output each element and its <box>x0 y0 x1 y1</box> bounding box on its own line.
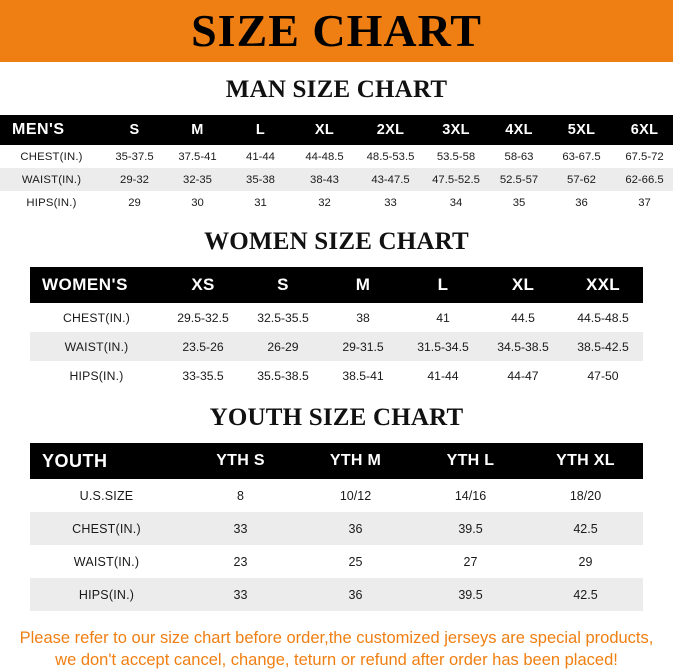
youth-header-cell: YTH XL <box>556 452 615 469</box>
women-cell: 31.5-34.5 <box>417 339 469 354</box>
men-cell: 63-67.5 <box>562 150 601 163</box>
table-row <box>30 545 643 578</box>
youth-cell: 10/12 <box>339 488 372 503</box>
men-header-cell: 4XL <box>505 122 533 138</box>
men-cell: 67.5-72 <box>625 150 664 163</box>
women-header-cell: XL <box>511 275 535 294</box>
men-cell: 32 <box>318 196 331 209</box>
youth-cell: 29 <box>578 554 593 569</box>
youth-cell: 39.5 <box>458 587 483 602</box>
section-women <box>0 214 673 390</box>
youth-size-table <box>30 443 643 611</box>
men-cell: 48.5-53.5 <box>366 150 415 163</box>
men-header-cell: 3XL <box>442 122 470 138</box>
men-cell: 57-62 <box>567 173 596 186</box>
youth-cell: 36 <box>348 521 363 536</box>
table-row <box>0 191 673 214</box>
men-row-label: CHEST(IN.) <box>20 150 83 163</box>
men-header-cell: 6XL <box>630 122 659 138</box>
men-cell: 44-48.5 <box>305 150 344 163</box>
table-row <box>30 479 643 512</box>
page-title: SIZE CHART <box>191 5 482 56</box>
men-header-cell: XL <box>314 122 335 138</box>
women-cell: 38.5-42.5 <box>577 339 629 354</box>
table-row <box>30 303 643 332</box>
men-cell: 58-63 <box>504 150 534 163</box>
women-row-label: HIPS(IN.) <box>69 368 124 383</box>
section-title-women: WOMEN SIZE CHART <box>204 228 469 255</box>
women-cell: 38 <box>356 310 370 325</box>
women-cell: 38.5-41 <box>342 368 384 383</box>
men-header-cell: M <box>191 122 204 138</box>
men-cell: 41-44 <box>246 150 275 163</box>
men-cell: 37.5-41 <box>178 150 217 163</box>
men-header-cell: 2XL <box>376 122 405 138</box>
men-header-cell: MEN'S <box>12 121 65 138</box>
footer-note-line-1: Please refer to our size chart before order,the customized jerseys are special products, <box>19 629 654 647</box>
section-youth <box>0 390 673 611</box>
men-cell: 34 <box>449 196 463 209</box>
men-row-label: WAIST(IN.) <box>21 173 82 186</box>
table-row <box>30 361 643 390</box>
footer-note-line-2: we don't accept cancel, change, teturn or refund after order has been placed! <box>55 651 618 670</box>
footer-note <box>0 621 673 672</box>
men-table-header-row <box>0 115 673 145</box>
youth-cell: 36 <box>348 587 363 602</box>
youth-header-cell: YTH S <box>216 452 265 469</box>
men-header-cell: 5XL <box>567 122 596 138</box>
table-row <box>0 145 673 168</box>
youth-cell: 18/20 <box>569 488 602 503</box>
women-cell: 29.5-32.5 <box>177 310 229 325</box>
men-header-cell: L <box>255 122 266 138</box>
men-cell: 32-35 <box>183 173 212 186</box>
women-header-cell: XS <box>191 275 215 294</box>
youth-cell: 27 <box>463 554 478 569</box>
women-cell: 32.5-35.5 <box>257 310 309 325</box>
men-cell: 36 <box>575 196 588 209</box>
youth-row-label: HIPS(IN.) <box>78 587 135 602</box>
women-size-table <box>30 267 643 390</box>
section-title-man: MAN SIZE CHART <box>225 76 448 103</box>
men-row-label: HIPS(IN.) <box>26 196 77 209</box>
women-cell: 41-44 <box>427 368 459 383</box>
youth-table-header-row <box>30 443 643 479</box>
men-cell: 35-37.5 <box>115 150 154 163</box>
table-row <box>30 578 643 611</box>
women-header-cell: L <box>437 275 449 294</box>
table-row <box>30 512 643 545</box>
youth-cell: 14/16 <box>454 488 487 503</box>
men-cell: 37 <box>638 196 651 209</box>
men-cell: 35-38 <box>246 173 275 186</box>
men-cell: 43-47.5 <box>371 173 410 186</box>
section-man <box>0 62 673 214</box>
women-cell: 44-47 <box>507 368 539 383</box>
men-size-table <box>0 115 673 214</box>
men-cell: 38-43 <box>310 173 339 186</box>
youth-cell: 8 <box>237 488 244 503</box>
youth-cell: 23 <box>233 554 248 569</box>
youth-header-cell: YTH L <box>446 452 495 469</box>
youth-cell: 33 <box>233 587 248 602</box>
table-row <box>0 168 673 191</box>
men-cell: 31 <box>254 196 267 209</box>
men-cell: 30 <box>191 196 204 209</box>
youth-cell: 33 <box>233 521 248 536</box>
women-cell: 26-29 <box>267 339 299 354</box>
men-cell: 47.5-52.5 <box>432 173 480 186</box>
women-cell: 34.5-38.5 <box>497 339 549 354</box>
table-row <box>30 332 643 361</box>
women-cell: 44.5-48.5 <box>577 310 629 325</box>
women-cell: 41 <box>436 310 450 325</box>
women-cell: 44.5 <box>511 310 535 325</box>
men-cell: 33 <box>384 196 397 209</box>
women-header-cell: S <box>277 275 289 294</box>
women-header-cell: M <box>355 275 371 294</box>
men-cell: 52.5-57 <box>499 173 539 186</box>
youth-header-cell: YTH M <box>329 452 382 469</box>
men-cell: 35 <box>512 196 526 209</box>
youth-cell: 42.5 <box>573 587 598 602</box>
men-header-cell: S <box>129 122 140 138</box>
women-header-cell: WOMEN'S <box>42 275 128 294</box>
women-cell: 29-31.5 <box>342 339 384 354</box>
youth-row-label: WAIST(IN.) <box>73 554 140 569</box>
men-cell: 29 <box>128 196 141 209</box>
youth-cell: 25 <box>348 554 363 569</box>
women-header-cell: XXL <box>586 275 620 294</box>
women-cell: 35.5-38.5 <box>257 368 309 383</box>
section-title-youth: YOUTH SIZE CHART <box>209 404 464 431</box>
men-cell: 29-32 <box>120 173 149 186</box>
women-table-header-row <box>30 267 643 303</box>
women-cell: 23.5-26 <box>182 339 224 354</box>
youth-cell: 39.5 <box>458 521 483 536</box>
men-cell: 62-66.5 <box>625 173 664 186</box>
men-cell: 53.5-58 <box>436 150 476 163</box>
youth-header-cell: YOUTH <box>42 450 108 471</box>
page-header-band <box>0 0 673 62</box>
women-cell: 33-35.5 <box>182 368 224 383</box>
women-row-label: WAIST(IN.) <box>64 339 129 354</box>
women-cell: 47-50 <box>587 368 619 383</box>
youth-cell: 42.5 <box>573 521 598 536</box>
youth-row-label: U.S.SIZE <box>79 488 134 503</box>
youth-row-label: CHEST(IN.) <box>72 521 141 536</box>
women-row-label: CHEST(IN.) <box>63 310 130 325</box>
